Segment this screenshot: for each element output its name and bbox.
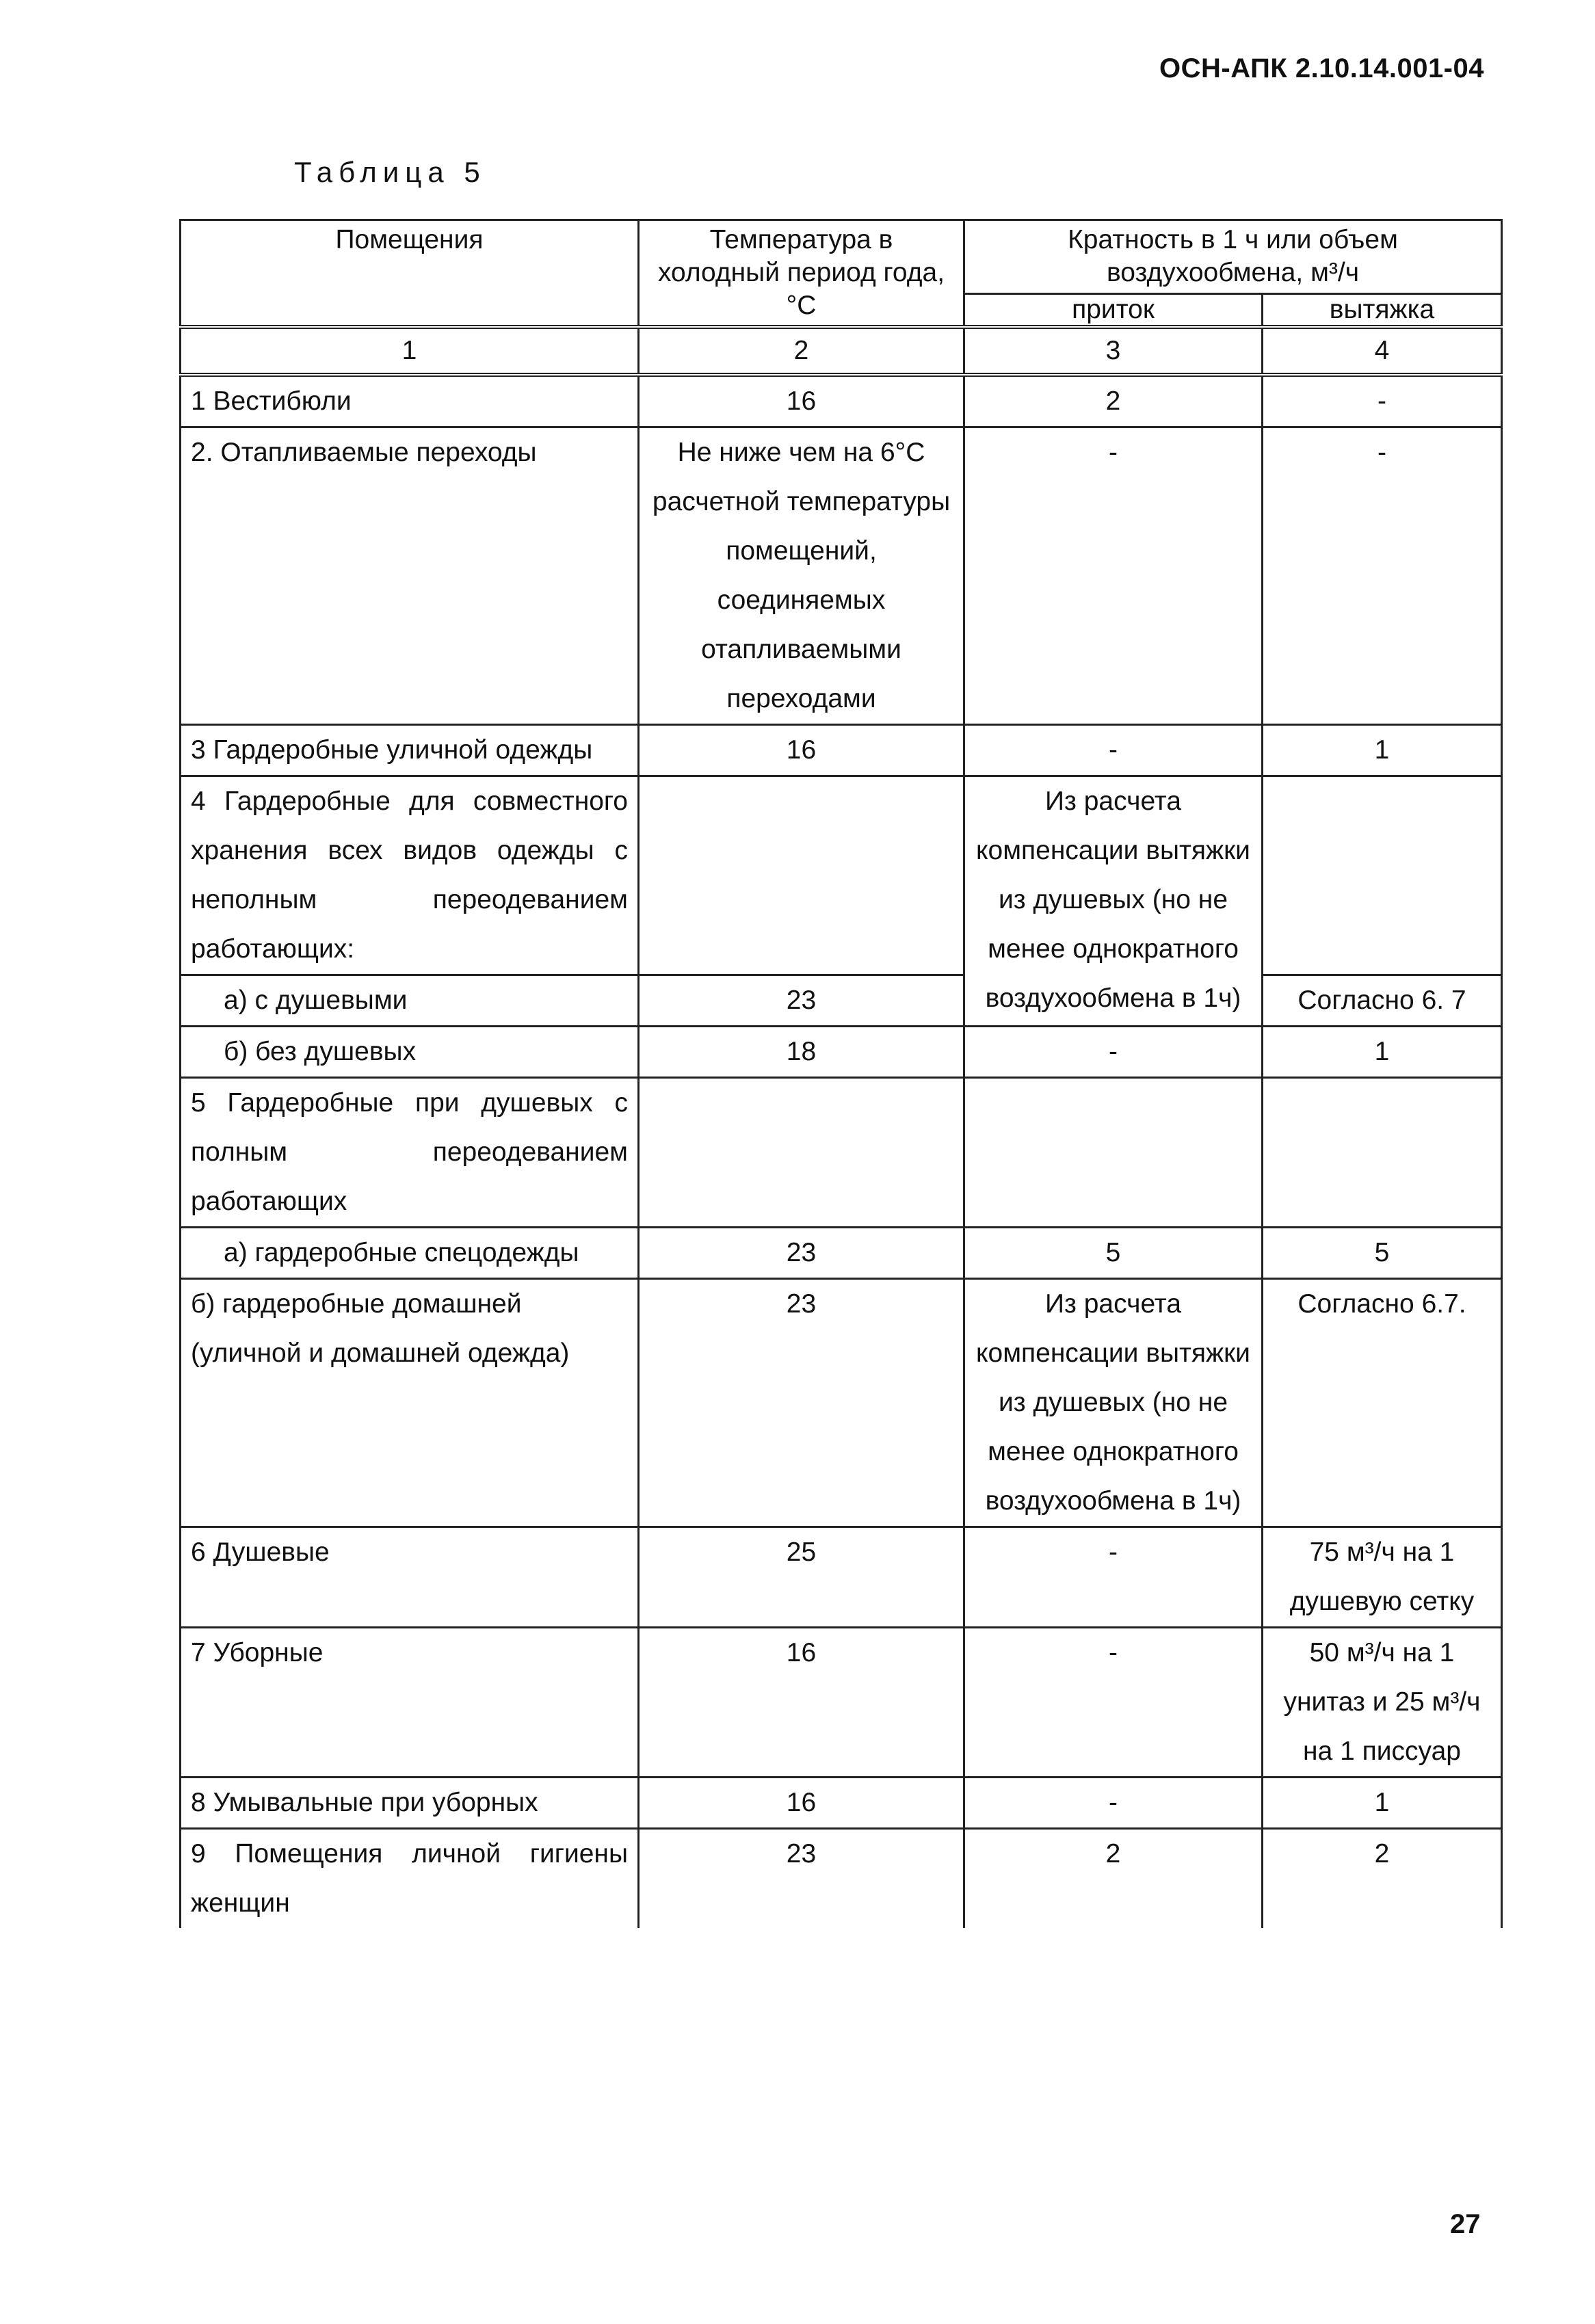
table-row bbox=[181, 1527, 1502, 1628]
table-row bbox=[181, 1829, 1502, 1929]
column-number: 4 bbox=[1263, 327, 1502, 375]
room-cell: 1 Вестибюли bbox=[181, 375, 639, 427]
supply-cell: 5 bbox=[964, 1228, 1263, 1279]
table-row bbox=[181, 1078, 1502, 1228]
exhaust-cell: 1 bbox=[1263, 725, 1502, 776]
exhaust-cell: - bbox=[1263, 375, 1502, 427]
supply-cell: 2 bbox=[964, 1829, 1263, 1929]
temperature-cell: 25 bbox=[639, 1527, 964, 1628]
temperature-cell: 16 bbox=[639, 1778, 964, 1829]
table-row bbox=[181, 725, 1502, 776]
table-row bbox=[181, 1027, 1502, 1078]
supply-cell: - bbox=[964, 1027, 1263, 1078]
temperature-cell: 18 bbox=[639, 1027, 964, 1078]
room-cell: 6 Душевые bbox=[181, 1527, 639, 1628]
temperature-cell: 16 bbox=[639, 375, 964, 427]
page-number: 27 bbox=[1450, 2209, 1481, 2239]
supply-cell: - bbox=[964, 1628, 1263, 1778]
column-number: 3 bbox=[964, 327, 1263, 375]
header-exhaust: вытяжка bbox=[1263, 293, 1502, 327]
column-number: 1 bbox=[181, 327, 639, 375]
table-header-row bbox=[181, 220, 1502, 294]
document-code: ОСН-АПК 2.10.14.001-04 bbox=[1159, 53, 1484, 83]
table-row bbox=[181, 975, 1502, 1027]
room-cell: б) без душевых bbox=[181, 1027, 639, 1078]
exhaust-cell: 75 м³/ч на 1 душевую сетку bbox=[1263, 1527, 1502, 1628]
room-cell: 9 Помещения личной гигиены женщин bbox=[181, 1829, 639, 1929]
temperature-cell: 16 bbox=[639, 1628, 964, 1778]
table-caption: Таблица 5 bbox=[294, 156, 486, 188]
room-cell: а) с душевыми bbox=[181, 975, 639, 1027]
exhaust-cell: - bbox=[1263, 427, 1502, 725]
table-row bbox=[181, 1228, 1502, 1279]
supply-cell: - bbox=[964, 1778, 1263, 1829]
header-supply: приток bbox=[964, 293, 1263, 327]
column-number: 2 bbox=[639, 327, 964, 375]
room-cell: а) гардеробные спецодежды bbox=[181, 1228, 639, 1279]
temperature-cell bbox=[639, 1078, 964, 1228]
supply-cell: - bbox=[964, 725, 1263, 776]
temperature-cell bbox=[639, 776, 964, 975]
room-cell: 5 Гардеробные при душевых с полным переодеванием работающих bbox=[181, 1078, 639, 1228]
table-row bbox=[181, 427, 1502, 725]
temperature-cell: 23 bbox=[639, 1228, 964, 1279]
table-row bbox=[181, 375, 1502, 427]
exhaust-cell: 1 bbox=[1263, 1778, 1502, 1829]
supply-cell bbox=[964, 1078, 1263, 1228]
exhaust-cell bbox=[1263, 1078, 1502, 1228]
room-cell: 4 Гардеробные для совместного хранения всех видов одежды с неполным переодеванием работающих: bbox=[181, 776, 639, 975]
supply-cell: Из расчета компенсации вытяжки из душевых (но не менее однократного воздухообмена в 1ч) bbox=[964, 1279, 1263, 1527]
room-cell: 2. Отапливаемые переходы bbox=[181, 427, 639, 725]
supply-cell: 2 bbox=[964, 375, 1263, 427]
table-row bbox=[181, 1628, 1502, 1778]
exhaust-cell: Согласно 6. 7 bbox=[1263, 975, 1502, 1027]
temperature-cell: 23 bbox=[639, 975, 964, 1027]
header-rate: Кратность в 1 ч или объем воздухообмена, м³/ч bbox=[964, 220, 1502, 294]
temperature-cell: Не ниже чем на 6°С расчетной температуры помещений, соединяемых отапливаемыми переходами bbox=[639, 427, 964, 725]
exhaust-cell: 50 м³/ч на 1 унитаз и 25 м³/ч на 1 писсуар bbox=[1263, 1628, 1502, 1778]
temperature-cell: 23 bbox=[639, 1279, 964, 1527]
exhaust-cell bbox=[1263, 776, 1502, 975]
room-cell: 3 Гардеробные уличной одежды bbox=[181, 725, 639, 776]
table-row bbox=[181, 776, 1502, 975]
exhaust-cell: Согласно 6.7. bbox=[1263, 1279, 1502, 1527]
supply-cell: Из расчета компенсации вытяжки из душевых (но не менее однократного воздухообмена в 1ч) bbox=[964, 776, 1263, 1027]
temperature-cell: 23 bbox=[639, 1829, 964, 1929]
ventilation-table bbox=[179, 219, 1503, 1928]
exhaust-cell: 5 bbox=[1263, 1228, 1502, 1279]
supply-cell: - bbox=[964, 1527, 1263, 1628]
temperature-cell: 16 bbox=[639, 725, 964, 776]
exhaust-cell: 2 bbox=[1263, 1829, 1502, 1929]
room-cell: 7 Уборные bbox=[181, 1628, 639, 1778]
header-temperature: Температура в холодный период года, °С bbox=[639, 220, 964, 328]
room-cell: б) гардеробные домашней (уличной и домашней одежда) bbox=[181, 1279, 639, 1527]
table-row bbox=[181, 1279, 1502, 1527]
exhaust-cell: 1 bbox=[1263, 1027, 1502, 1078]
room-cell: 8 Умывальные при уборных bbox=[181, 1778, 639, 1829]
header-rooms: Помещения bbox=[181, 220, 639, 328]
supply-cell: - bbox=[964, 427, 1263, 725]
column-number-row bbox=[181, 327, 1502, 375]
table-row bbox=[181, 1778, 1502, 1829]
